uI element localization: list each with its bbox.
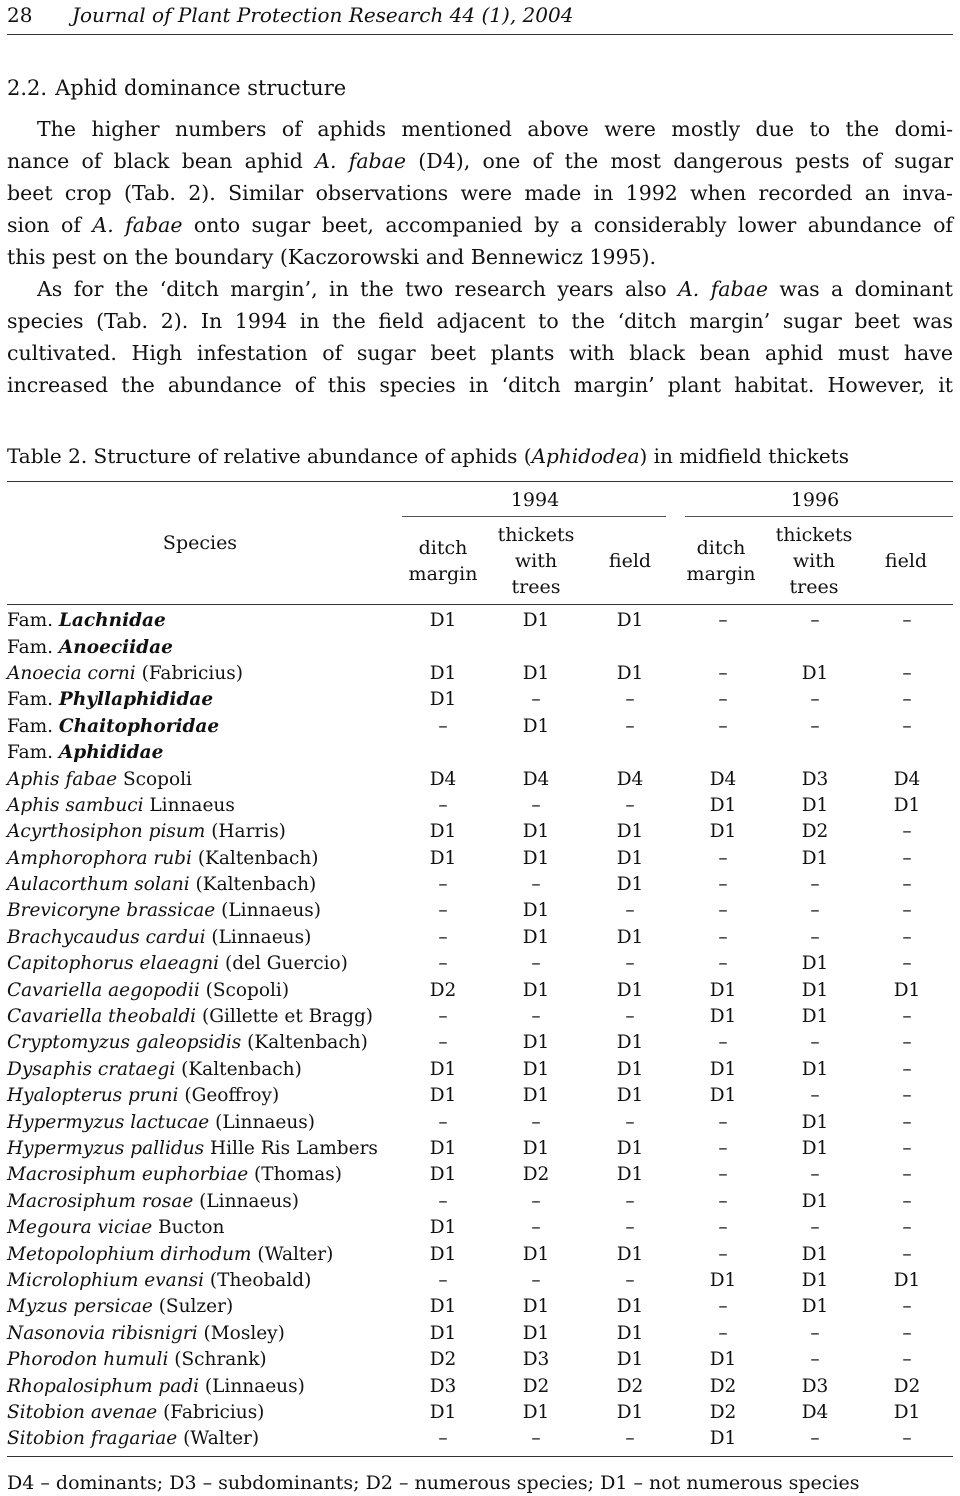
dominance-cell: – [902,874,912,896]
dominance-cell: – [902,1138,912,1159]
col-field-1994: field [608,550,652,572]
dominance-cell: D1 [429,662,457,684]
species-name: Hypermyzus lactucae (Linnaeus) [7,1111,315,1133]
dominance-cell: D1 [429,1296,457,1318]
year-rule-1994 [402,516,666,517]
dominance-cell [489,634,583,660]
dominance-cell: D2 [522,1164,550,1186]
species-name: Aphis sambuci Linnaeus [7,794,235,816]
col-ditch-margin-1996: ditch margin [686,537,756,585]
dominance-cell: – [625,1269,635,1291]
dominance-cell: – [718,847,728,869]
dominance-cell: – [902,926,912,948]
dominance-cell: D1 [616,1349,644,1371]
dominance-cell: D1 [522,1296,550,1318]
col-field-1996: field [884,550,928,572]
dominance-cell: D1 [429,610,457,632]
dominance-cell: D1 [522,847,550,869]
family-row [7,714,953,740]
species-name: Cryptomyzus galeopsidis (Kaltenbach) [7,1032,368,1054]
text-line: nance of black bean aphid A. fabae (D4), one of the most dangerous pests of sugar [7,149,953,173]
running-header [7,2,953,32]
dominance-cell: – [902,1058,912,1080]
dominance-cell: D1 [616,1296,644,1318]
dominance-cell: – [902,847,912,869]
species-header: Species [162,532,238,554]
dominance-cell: D1 [522,979,550,1001]
dominance-cell: – [718,610,728,632]
dominance-cell: D2 [522,1375,550,1397]
col-thickets-1994: thickets with trees [497,524,575,598]
dominance-cell [769,740,861,766]
species-name: Fam. Aphididae [7,742,164,764]
dominance-cell: – [810,610,820,632]
dominance-cell: D1 [709,1085,737,1107]
species-name: Microlophium evansi (Theobald) [7,1269,312,1291]
dominance-cell: D1 [893,1401,921,1423]
dominance-cell: D1 [616,847,644,869]
species-row [7,766,953,792]
species-row [7,1426,953,1452]
species-name: Amphorophora rubi (Kaltenbach) [7,847,319,869]
dominance-cell: – [902,1428,912,1450]
dominance-cell: D1 [616,1058,644,1080]
species-row [7,846,953,872]
dominance-table [7,608,953,1453]
species-row [7,1057,953,1083]
dominance-cell: – [718,1217,728,1239]
species-name: Sitobion fragariae (Walter) [7,1428,260,1450]
dominance-cell: D1 [801,1296,829,1318]
species-row [7,1083,953,1109]
dominance-cell: D1 [522,1085,550,1107]
year-header-1994: 1994 [510,489,560,511]
dominance-cell: D1 [616,1164,644,1186]
family-row [7,608,953,634]
dominance-cell: D3 [429,1375,457,1397]
species-row [7,819,953,845]
dominance-cell: D1 [429,1401,457,1423]
species-name: Fam. Anoeciidae [7,636,173,658]
dominance-cell: D3 [801,1375,829,1397]
species-row [7,1373,953,1399]
dominance-cell: – [902,1243,912,1265]
dominance-cell: – [902,715,912,737]
dominance-cell: – [810,900,820,922]
dominance-cell: – [531,1428,541,1450]
dominance-cell: D1 [709,1006,737,1028]
dominance-cell: D1 [709,1269,737,1291]
species-name: Brevicoryne brassicae (Linnaeus) [7,900,321,922]
dominance-cell: – [718,874,728,896]
species-name: Fam. Chaitophoridae [7,715,220,737]
dominance-cell: – [718,1190,728,1212]
species-name: Acyrthosiphon pisum (Harris) [7,821,286,843]
family-row [7,687,953,713]
dominance-cell: D1 [801,794,829,816]
dominance-cell: D1 [522,1322,550,1344]
year-rule-1996 [685,516,953,517]
species-name: Rhopalosiphum padi (Linnaeus) [7,1375,305,1397]
dominance-cell: D1 [801,1058,829,1080]
dominance-cell: – [902,1006,912,1028]
dominance-cell: D2 [709,1401,737,1423]
dominance-cell: D1 [801,847,829,869]
dominance-cell: D1 [616,662,644,684]
dominance-cell: D1 [429,689,457,711]
species-row [7,898,953,924]
dominance-cell: – [438,1032,448,1054]
dominance-cell: – [625,1006,635,1028]
dominance-cell: – [810,1164,820,1186]
dominance-cell: D1 [522,715,550,737]
table-header-rule [7,604,953,605]
dominance-cell: D1 [429,1138,457,1159]
dominance-cell: – [438,926,448,948]
table-legend: D4 – dominants; D3 – subdominants; D2 – numerous species; D1 – not numerous species [7,1472,860,1494]
dominance-cell: D2 [429,1349,457,1371]
dominance-cell: – [810,1085,820,1107]
dominance-cell: – [438,953,448,975]
dominance-cell: D1 [429,1085,457,1107]
dominance-cell [861,634,953,660]
dominance-cell: D1 [522,900,550,922]
dominance-cell: – [625,715,635,737]
dominance-cell [397,634,489,660]
species-name: Anoecia corni (Fabricius) [7,662,243,684]
dominance-cell: – [902,821,912,843]
table-bottom-rule [7,1456,953,1457]
dominance-cell: – [902,662,912,684]
dominance-cell: – [531,689,541,711]
dominance-cell: D4 [709,768,737,790]
species-name: Brachycaudus cardui (Linnaeus) [7,926,312,948]
dominance-cell: D1 [893,979,921,1001]
species-row [7,1215,953,1241]
col-ditch-margin-1994: ditch margin [408,537,478,585]
dominance-cell: – [718,1296,728,1318]
dominance-cell: – [625,689,635,711]
dominance-cell: – [438,1269,448,1291]
dominance-cell: – [438,1006,448,1028]
text-line: beet crop (Tab. 2). Similar observations were made in 1992 when recorded an inva- [7,181,953,205]
dominance-cell: D1 [801,662,829,684]
section-number: 2.2. [7,76,48,100]
dominance-cell [583,740,677,766]
dominance-cell: – [810,715,820,737]
text-line: sion of A. fabae onto sugar beet, accompanied by a considerably lower abundance of [7,213,953,237]
section-heading [7,74,346,102]
dominance-cell: D1 [429,1058,457,1080]
dominance-cell: D1 [522,821,550,843]
dominance-cell: D1 [893,794,921,816]
dominance-cell: – [902,1217,912,1239]
dominance-cell: D4 [429,768,457,790]
dominance-cell: – [902,900,912,922]
dominance-cell: – [718,689,728,711]
species-name: Myzus persicae (Sulzer) [7,1296,234,1318]
dominance-cell: – [531,953,541,975]
dominance-cell: – [531,874,541,896]
species-name: Aulacorthum solani (Kaltenbach) [7,874,317,896]
dominance-cell [489,740,583,766]
dominance-cell: – [902,1085,912,1107]
dominance-cell: D1 [616,1243,644,1265]
species-name: Capitophorus elaeagni (del Guercio) [7,953,348,975]
dominance-cell: D1 [429,1164,457,1186]
dominance-cell: – [438,1190,448,1212]
dominance-cell: D1 [801,1190,829,1212]
dominance-cell: – [625,1190,635,1212]
dominance-cell: D1 [709,1428,737,1450]
dominance-cell: D1 [616,926,644,948]
page-number: 28 [7,3,33,27]
text-line: As for the ‘ditch margin’, in the two research years also A. fabae was a dominant [37,277,953,301]
dominance-cell: – [718,926,728,948]
dominance-cell: D1 [522,1058,550,1080]
dominance-cell: D1 [429,1243,457,1265]
dominance-cell: D1 [522,1401,550,1423]
species-row [7,1347,953,1373]
dominance-cell: D1 [616,1085,644,1107]
dominance-cell: – [718,1243,728,1265]
dominance-cell: D1 [709,821,737,843]
species-row [7,1136,953,1162]
species-name: Fam. Phyllaphididae [7,689,214,711]
paragraph-1 [7,113,953,273]
dominance-cell: D2 [801,821,829,843]
species-row [7,1162,953,1188]
dominance-cell: – [438,794,448,816]
species-row [7,1321,953,1347]
dominance-cell: – [718,1032,728,1054]
dominance-cell: – [902,953,912,975]
dominance-cell: – [531,1269,541,1291]
species-row [7,1030,953,1056]
dominance-cell: D1 [429,1322,457,1344]
dominance-cell [861,740,953,766]
dominance-cell: D1 [616,1032,644,1054]
journal-title: Journal of Plant Protection Research 44 (1), 2004 [72,3,574,27]
dominance-cell: – [718,1322,728,1344]
dominance-cell: D2 [429,979,457,1001]
text-line: this pest on the boundary (Kaczorowski and Bennewicz 1995). [7,245,657,269]
dominance-cell: D1 [522,1243,550,1265]
dominance-cell: – [902,1349,912,1371]
dominance-cell: – [625,794,635,816]
dominance-cell: – [810,1322,820,1344]
species-row [7,1189,953,1215]
dominance-cell: D1 [709,794,737,816]
dominance-cell: D1 [429,821,457,843]
dominance-cell: D4 [522,768,550,790]
species-name: Megoura viciae Bucton [7,1217,225,1239]
dominance-cell: – [902,1322,912,1344]
dominance-cell [769,634,861,660]
species-name: Sitobion avenae (Fabricius) [7,1401,265,1423]
dominance-cell: D1 [522,1032,550,1054]
dominance-cell: – [718,1164,728,1186]
species-name: Fam. Lachnidae [7,610,166,632]
section-title: Aphid dominance structure [55,76,347,100]
dominance-cell: D1 [616,874,644,896]
dominance-cell: D1 [801,953,829,975]
species-row [7,661,953,687]
species-name: Hyalopterus pruni (Geoffroy) [7,1085,280,1107]
dominance-cell: – [438,874,448,896]
text-line: increased the abundance of this species in ‘ditch margin’ plant habitat. However, it [7,373,953,397]
header-rule [7,34,953,35]
dominance-cell: D1 [709,1058,737,1080]
dominance-cell: – [438,1428,448,1450]
dominance-cell: – [438,715,448,737]
species-row [7,1109,953,1135]
dominance-cell: D2 [709,1375,737,1397]
dominance-cell: D1 [893,1269,921,1291]
dominance-cell: D1 [616,979,644,1001]
dominance-cell: – [625,1217,635,1239]
dominance-cell: D4 [616,768,644,790]
dominance-cell: – [810,926,820,948]
dominance-cell: D1 [709,979,737,1001]
dominance-cell: – [810,1217,820,1239]
dominance-cell: D1 [522,926,550,948]
dominance-cell [583,634,677,660]
dominance-cell: D1 [616,1138,644,1159]
text-line: species (Tab. 2). In 1994 in the field adjacent to the ‘ditch margin’ sugar beet was [7,309,953,333]
dominance-cell: – [902,1296,912,1318]
family-row [7,740,953,766]
dominance-cell [677,634,769,660]
dominance-cell: – [625,900,635,922]
dominance-cell: D4 [801,1401,829,1423]
dominance-cell: D1 [616,1401,644,1423]
species-name: Cavariella theobaldi (Gillette et Bragg) [7,1006,374,1028]
species-row [7,977,953,1003]
family-row [7,634,953,660]
species-row [7,793,953,819]
dominance-cell: D1 [709,1349,737,1371]
dominance-cell: – [902,689,912,711]
dominance-cell: – [531,1190,541,1212]
dominance-cell [677,740,769,766]
dominance-cell: – [810,1032,820,1054]
text-line: The higher numbers of aphids mentioned above were mostly due to the domi- [37,117,953,141]
dominance-cell: D1 [522,1138,550,1159]
dominance-cell: – [531,1111,541,1133]
dominance-cell: – [902,1190,912,1212]
dominance-cell: – [531,794,541,816]
dominance-cell: – [438,900,448,922]
species-row [7,1004,953,1030]
species-name: Hypermyzus pallidus Hille Ris Lambers [7,1138,378,1159]
dominance-cell: D1 [429,1217,457,1239]
dominance-cell: – [810,689,820,711]
dominance-cell: – [718,715,728,737]
species-row [7,1241,953,1267]
table-caption: Table 2. Structure of relative abundance of aphids (Aphidodea) in midfield thickets [7,444,849,468]
dominance-cell: D2 [893,1375,921,1397]
species-name: Aphis fabae Scopoli [7,768,192,790]
species-row [7,925,953,951]
dominance-cell: D1 [429,847,457,869]
species-row [7,951,953,977]
dominance-cell: – [810,1349,820,1371]
col-thickets-1996: thickets with trees [775,524,853,598]
dominance-cell: D1 [522,662,550,684]
species-name: Nasonovia ribisnigri (Mosley) [7,1322,285,1344]
table-top-rule [7,481,953,482]
species-name: Phorodon humuli (Schrank) [7,1349,267,1371]
dominance-cell: – [531,1217,541,1239]
dominance-cell: D2 [616,1375,644,1397]
species-row [7,1294,953,1320]
dominance-cell: D4 [893,768,921,790]
dominance-cell: D1 [801,1138,829,1159]
dominance-cell: D1 [801,1269,829,1291]
dominance-cell: – [902,610,912,632]
species-row [7,872,953,898]
dominance-cell: – [718,1111,728,1133]
dominance-cell [397,740,489,766]
dominance-cell: D1 [522,610,550,632]
dominance-cell: – [718,953,728,975]
dominance-cell: – [718,900,728,922]
dominance-cell: D1 [616,1322,644,1344]
dominance-cell: – [902,1164,912,1186]
text-line: cultivated. High infestation of sugar beet plants with black bean aphid must have [7,341,953,365]
dominance-cell: D1 [616,610,644,632]
dominance-cell: – [810,1428,820,1450]
dominance-cell: – [625,1111,635,1133]
species-name: Metopolophium dirhodum (Walter) [7,1243,334,1265]
species-row [7,1268,953,1294]
dominance-cell: – [438,1111,448,1133]
dominance-cell: D1 [801,979,829,1001]
species-name: Macrosiphum rosae (Linnaeus) [7,1190,300,1212]
dominance-cell: – [625,953,635,975]
species-row [7,1400,953,1426]
dominance-cell: D1 [801,1111,829,1133]
paragraph-2 [7,273,953,401]
dominance-cell: – [718,662,728,684]
dominance-cell: – [531,1006,541,1028]
dominance-cell: – [625,1428,635,1450]
dominance-cell: – [810,874,820,896]
dominance-cell: D1 [801,1006,829,1028]
species-name: Macrosiphum euphorbiae (Thomas) [7,1164,342,1186]
species-name: Dysaphis crataegi (Kaltenbach) [7,1058,302,1080]
dominance-cell: D1 [801,1243,829,1265]
dominance-cell: – [718,1138,728,1159]
year-header-1996: 1996 [790,489,840,511]
dominance-cell: D3 [801,768,829,790]
species-name: Cavariella aegopodii (Scopoli) [7,979,290,1001]
dominance-cell: – [902,1111,912,1133]
dominance-cell: D3 [522,1349,550,1371]
dominance-cell: D1 [616,821,644,843]
dominance-cell: – [902,1032,912,1054]
